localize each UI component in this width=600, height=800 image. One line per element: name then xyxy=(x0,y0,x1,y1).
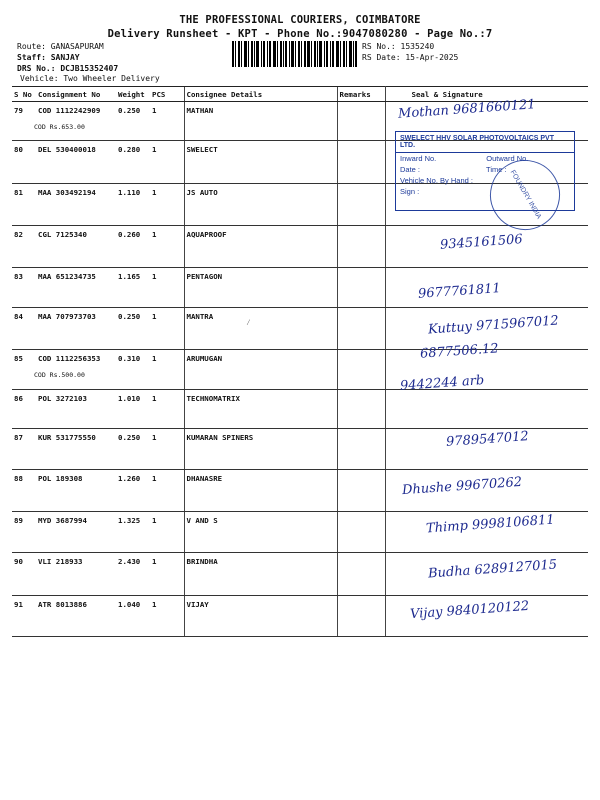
stamp-sign: Sign : xyxy=(400,187,420,196)
cell-pcs xyxy=(150,350,184,390)
rs-date: RS Date: 15-Apr-2025 xyxy=(362,53,459,62)
cell-consignee xyxy=(184,596,337,637)
cell-sno-text: 90 xyxy=(14,557,23,566)
cell-remarks xyxy=(337,141,385,184)
col-sno: S No xyxy=(12,87,36,102)
cell-pcs xyxy=(150,184,184,226)
stamp-outward: Outward No. xyxy=(486,154,529,163)
cell-consignee-text: KUMARAN SPINERS xyxy=(186,433,254,442)
cell-consignment-text: COD 1112242909 xyxy=(38,106,101,115)
cell-sno-text: 82 xyxy=(14,230,23,239)
cell-weight xyxy=(116,390,150,429)
cell-consignee xyxy=(184,102,337,141)
signature: 9345161506 xyxy=(439,232,524,253)
cell-weight xyxy=(116,429,150,470)
cell-pcs-text: 1 xyxy=(152,474,157,483)
cell-consignee xyxy=(184,308,337,350)
cell-remarks xyxy=(337,268,385,308)
drs-number: DRS No.: DCJB15352407 xyxy=(17,64,119,73)
cell-consignee xyxy=(184,390,337,429)
stamp-inward: Inward No. xyxy=(400,154,437,163)
signature: Dhushe 99670262 xyxy=(401,474,523,499)
cell-sno-text: 81 xyxy=(14,188,23,197)
cell-consignee-text: MANTRA xyxy=(186,312,214,321)
cell-weight xyxy=(116,350,150,390)
runsheet-subtitle: Delivery Runsheet - KPT - Phone No.:9047080280 - Page No.:7 xyxy=(107,28,493,40)
cell-sno xyxy=(12,429,36,470)
cell-consignee xyxy=(184,184,337,226)
vehicle-info: Vehicle: Two Wheeler Delivery xyxy=(20,74,160,83)
route: Route: GANASAPURAM xyxy=(17,42,104,51)
cell-consignment xyxy=(36,512,116,553)
cell-sno-text: 85 xyxy=(14,354,23,363)
cell-pcs xyxy=(150,308,184,350)
cell-pcs xyxy=(150,141,184,184)
cell-consignment xyxy=(36,308,116,350)
meta-left xyxy=(17,41,118,74)
cell-weight-text: 2.430 xyxy=(118,557,141,566)
cell-consignment-text: MYD 3687994 xyxy=(38,516,87,525)
cell-consignee xyxy=(184,553,337,596)
cell-sno xyxy=(12,512,36,553)
cell-remarks xyxy=(337,350,385,390)
cell-consignment-text: DEL 530400018 xyxy=(38,145,96,154)
cell-pcs-text: 1 xyxy=(152,394,157,403)
cell-remarks xyxy=(337,512,385,553)
col-weight: Weight xyxy=(116,87,150,102)
signature: Vijay 9840120122 xyxy=(409,598,530,623)
cell-consignee xyxy=(184,429,337,470)
cell-consignee-text: TECHNOMATRIX xyxy=(186,394,240,403)
col-consignee: Consignee Details xyxy=(184,87,337,102)
col-remarks: Remarks xyxy=(337,87,385,102)
signature: Kuttuy 9715967012 xyxy=(427,313,560,338)
cell-sno-text: 83 xyxy=(14,272,23,281)
cell-consignment xyxy=(36,390,116,429)
cell-pcs-text: 1 xyxy=(152,600,157,609)
cell-weight xyxy=(116,226,150,268)
staff: Staff: SANJAY xyxy=(17,53,80,62)
cell-weight xyxy=(116,308,150,350)
table-row xyxy=(12,268,588,308)
cell-consignee-text: DHANASRE xyxy=(186,474,223,483)
cell-consignment-text: COD 1112256353 xyxy=(38,354,101,363)
cell-weight xyxy=(116,470,150,512)
cell-pcs-text: 1 xyxy=(152,433,157,442)
tick-mark: ⁄ xyxy=(246,318,251,327)
cell-sno-text: 87 xyxy=(14,433,23,442)
cell-consignment xyxy=(36,226,116,268)
cell-weight-text: 1.325 xyxy=(118,516,141,525)
cell-remarks xyxy=(337,596,385,637)
cell-sno xyxy=(12,308,36,350)
cell-consignment xyxy=(36,553,116,596)
cell-consignment xyxy=(36,268,116,308)
meta-right xyxy=(362,41,458,63)
cell-pcs-text: 1 xyxy=(152,354,157,363)
stamp-time: Time : xyxy=(486,165,507,174)
signature: Mothan 9681660121 xyxy=(397,97,537,122)
cell-sno-text: 79 xyxy=(14,106,23,115)
cell-consignment xyxy=(36,596,116,637)
cell-consignment xyxy=(36,141,116,184)
signature: Thimp 9998106811 xyxy=(425,512,556,537)
cell-weight-text: 1.260 xyxy=(118,474,141,483)
company-title: THE PROFESSIONAL COURIERS, COIMBATORE xyxy=(179,14,421,26)
cell-pcs-text: 1 xyxy=(152,272,157,281)
cell-consignment xyxy=(36,429,116,470)
signature: 9442244 arb xyxy=(399,373,485,394)
cell-consignee xyxy=(184,268,337,308)
cell-weight xyxy=(116,512,150,553)
table-row xyxy=(12,390,588,429)
stamp-vehicle: Vehicle No. By Hand : xyxy=(400,176,473,185)
cell-consignment-text: VLI 218933 xyxy=(38,557,83,566)
cell-remarks xyxy=(337,390,385,429)
cell-pcs-text: 1 xyxy=(152,312,157,321)
cell-sno xyxy=(12,596,36,637)
cell-consignment-text: KUR 531775550 xyxy=(38,433,96,442)
cell-pcs-text: 1 xyxy=(152,106,157,115)
cell-weight-text: 0.250 xyxy=(118,106,141,115)
cell-weight-text: 1.165 xyxy=(118,272,141,281)
cell-consignee xyxy=(184,141,337,184)
cell-sno-text: 91 xyxy=(14,600,23,609)
cell-weight-text: 0.280 xyxy=(118,145,141,154)
cell-weight xyxy=(116,102,150,141)
cell-consignment xyxy=(36,184,116,226)
cell-consignee xyxy=(184,226,337,268)
cell-remarks xyxy=(337,226,385,268)
cell-remarks xyxy=(337,102,385,141)
round-seal: FOUNDRY INDIA xyxy=(477,147,573,243)
cell-pcs xyxy=(150,429,184,470)
cell-consignee-text: VIJAY xyxy=(186,600,209,609)
cell-pcs-text: 1 xyxy=(152,188,157,197)
cell-remarks xyxy=(337,308,385,350)
cell-pcs-text: 1 xyxy=(152,145,157,154)
cell-consignee-text: JS AUTO xyxy=(186,188,218,197)
cod-amount: COD Rs.500.00 xyxy=(34,371,85,379)
stamp-company: SWELECT HHV SOLAR PHOTOVOLTAICS PVT LTD. xyxy=(396,132,574,153)
cell-weight-text: 0.250 xyxy=(118,433,141,442)
cell-consignee-text: AQUAPROOF xyxy=(186,230,227,239)
cell-pcs xyxy=(150,553,184,596)
cod-amount: COD Rs.653.00 xyxy=(34,123,85,131)
cell-consignee-text: BRINDHA xyxy=(186,557,218,566)
cell-pcs xyxy=(150,102,184,141)
rs-number: RS No.: 1535240 xyxy=(362,42,435,51)
cell-consignment-text: CGL 7125340 xyxy=(38,230,87,239)
col-pcs: PCS xyxy=(150,87,184,102)
cell-consignee-text: ARUMUGAN xyxy=(186,354,223,363)
cell-consignment xyxy=(36,470,116,512)
cell-weight xyxy=(116,141,150,184)
cell-consignment-text: POL 3272103 xyxy=(38,394,87,403)
cell-consignment xyxy=(36,102,116,141)
signature: 9677761811 xyxy=(417,281,502,302)
col-seal: Seal & Signature xyxy=(385,87,588,102)
cell-consignment-text: ATR 8013886 xyxy=(38,600,87,609)
cell-sno xyxy=(12,226,36,268)
cell-sno xyxy=(12,470,36,512)
signature: Budha 6289127015 xyxy=(427,557,558,582)
cell-weight-text: 0.260 xyxy=(118,230,141,239)
cell-remarks xyxy=(337,429,385,470)
cell-pcs-text: 1 xyxy=(152,230,157,239)
cell-sno xyxy=(12,184,36,226)
cell-consignee-text: V AND S xyxy=(186,516,218,525)
cell-weight xyxy=(116,553,150,596)
cell-sno xyxy=(12,390,36,429)
cell-consignee-text: MATHAN xyxy=(186,106,214,115)
cell-sno-text: 88 xyxy=(14,474,23,483)
cell-weight-text: 0.250 xyxy=(118,312,141,321)
table-row xyxy=(12,350,588,390)
cell-seal xyxy=(385,390,588,429)
cell-pcs xyxy=(150,470,184,512)
cell-sno xyxy=(12,553,36,596)
cell-pcs xyxy=(150,226,184,268)
barcode xyxy=(232,41,357,67)
cell-consignment xyxy=(36,350,116,390)
cell-sno xyxy=(12,268,36,308)
cell-pcs-text: 1 xyxy=(152,516,157,525)
cell-consignment-text: POL 189308 xyxy=(38,474,83,483)
cell-sno xyxy=(12,141,36,184)
cell-remarks xyxy=(337,184,385,226)
signature: 6877506.12 xyxy=(419,341,500,362)
cell-pcs-text: 1 xyxy=(152,557,157,566)
cell-sno xyxy=(12,102,36,141)
cell-pcs xyxy=(150,268,184,308)
cell-weight-text: 0.310 xyxy=(118,354,141,363)
cell-weight xyxy=(116,268,150,308)
cell-sno xyxy=(12,350,36,390)
cell-pcs xyxy=(150,390,184,429)
cell-consignee xyxy=(184,470,337,512)
cell-weight xyxy=(116,596,150,637)
cell-consignee xyxy=(184,350,337,390)
cell-sno-text: 84 xyxy=(14,312,23,321)
cell-consignee xyxy=(184,512,337,553)
cell-pcs xyxy=(150,596,184,637)
cell-weight-text: 1.040 xyxy=(118,600,141,609)
cell-consignee-text: SWELECT xyxy=(186,145,218,154)
cell-sno-text: 86 xyxy=(14,394,23,403)
cell-consignment-text: MAA 303492194 xyxy=(38,188,96,197)
cell-weight xyxy=(116,184,150,226)
cell-weight-text: 1.110 xyxy=(118,188,141,197)
cell-consignee-text: PENTAGON xyxy=(186,272,223,281)
stamp-date: Date : xyxy=(400,165,421,174)
cell-consignment-text: MAA 707973703 xyxy=(38,312,96,321)
cell-sno-text: 89 xyxy=(14,516,23,525)
cell-remarks xyxy=(337,470,385,512)
cell-pcs xyxy=(150,512,184,553)
signature: 9789547012 xyxy=(445,429,530,450)
cell-consignment-text: MAA 651234735 xyxy=(38,272,96,281)
cell-sno-text: 80 xyxy=(14,145,23,154)
cell-weight-text: 1.010 xyxy=(118,394,141,403)
cell-remarks xyxy=(337,553,385,596)
col-consignment: Consignment No xyxy=(36,87,116,102)
